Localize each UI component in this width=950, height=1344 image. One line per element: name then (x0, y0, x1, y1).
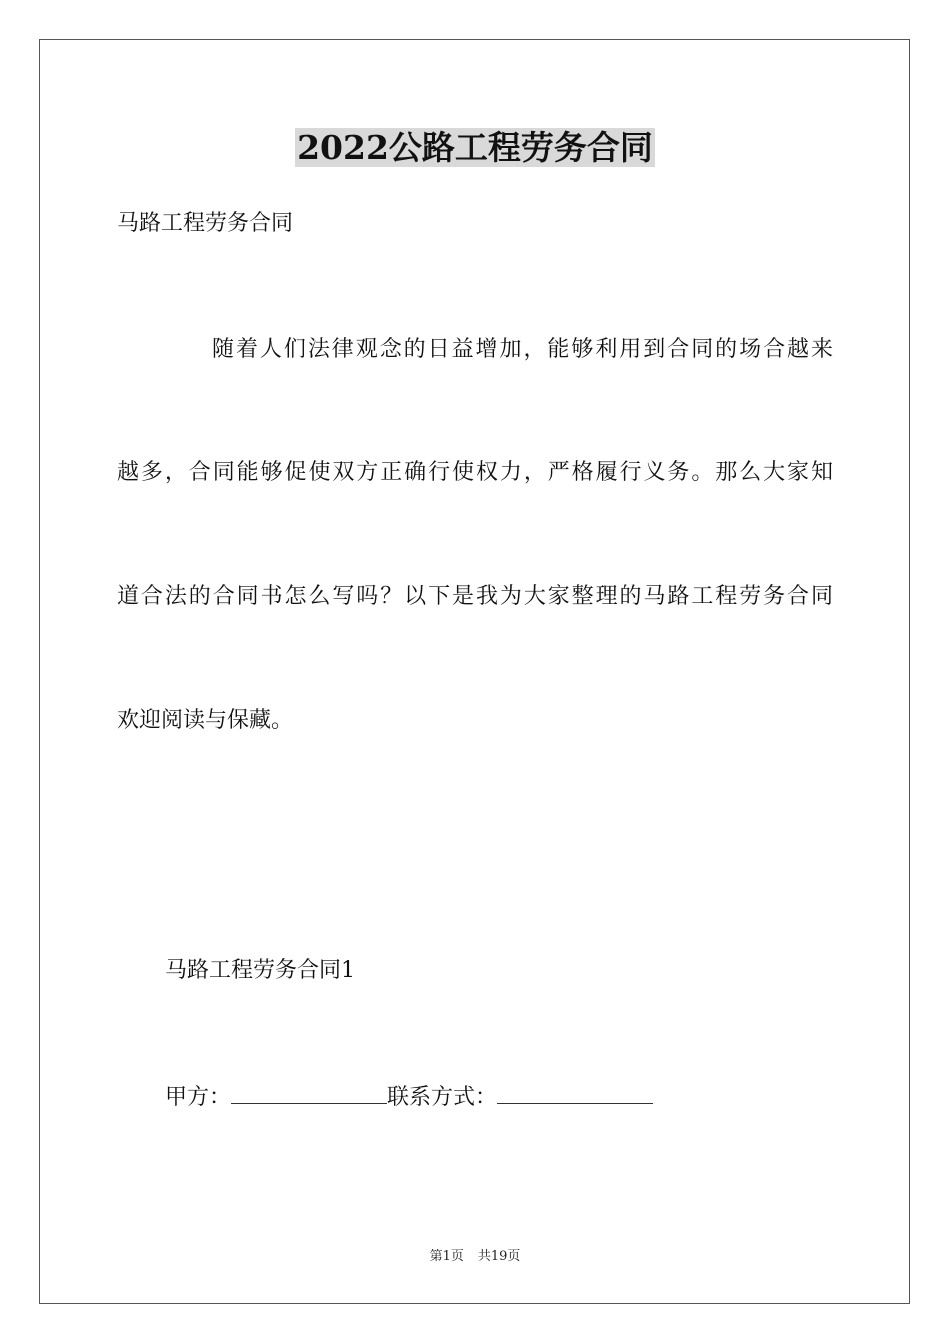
document-subtitle: 马路工程劳务合同 (117, 211, 294, 236)
page-number-total: 共19页 (477, 1249, 521, 1264)
document-title-text: 2022公路工程劳务合同 (297, 128, 653, 167)
party-info-line (165, 1081, 653, 1113)
section-heading: 马路工程劳务合同1 (165, 958, 355, 983)
page-footer (0, 1248, 950, 1266)
page-number-current: 第1页 (429, 1249, 464, 1264)
contact-label: 联系方式： (387, 1085, 498, 1110)
paragraph-line-3: 道合法的合同书怎么写吗？以下是我为大家整理的马路工程劳务合同 (117, 584, 833, 609)
paragraph-line-4: 欢迎阅读与保藏。 (117, 708, 294, 733)
party-a-label: 甲方： (165, 1085, 232, 1110)
paragraph-line-1: 随着人们法律观念的日益增加，能够利用到合同的场合越来 (212, 337, 833, 362)
paragraph-line-2: 越多，合同能够促使双方正确行使权力，严格履行义务。那么大家知 (117, 460, 833, 485)
contact-blank (497, 1081, 653, 1104)
document-title (0, 128, 950, 168)
party-a-blank (231, 1081, 387, 1104)
